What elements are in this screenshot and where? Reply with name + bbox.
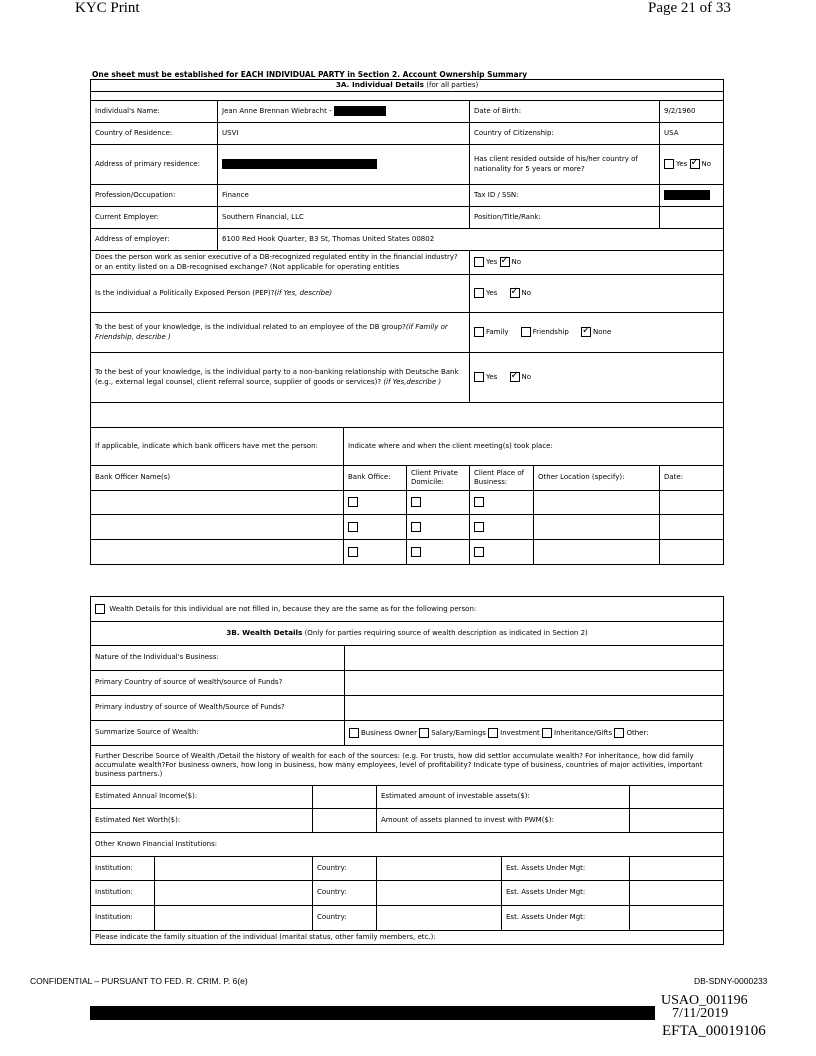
institution-row <box>91 906 724 931</box>
pwm-value[interactable] <box>630 809 724 833</box>
institution-label: Institution: <box>91 857 155 881</box>
profession-value: Finance <box>218 185 470 207</box>
confidential-notice: CONFIDENTIAL – PURSUANT TO FED. R. CRIM. P. 6(e) <box>30 976 248 986</box>
nonbanking-choice: Yes ✓ No <box>470 353 724 403</box>
officer-name-cell[interactable] <box>91 540 344 565</box>
col-bank-office: Bank Office: <box>344 466 407 491</box>
country-label: Country: <box>313 857 377 881</box>
net-worth-value[interactable] <box>313 809 377 833</box>
checkbox-inheritance[interactable] <box>542 728 552 738</box>
country-label: Country: <box>313 881 377 906</box>
investable-label: Estimated amount of investable assets($): <box>377 786 630 809</box>
section-3a-title: 3A. Individual Details (for all parties) <box>91 80 724 92</box>
citizenship-label: Country of Citizenship: <box>470 123 660 145</box>
bates-number: DB-SDNY-0000233 <box>694 976 768 986</box>
primary-industry-label: Primary industry of source of Wealth/Source of Funds? <box>91 696 345 721</box>
senior-exec-question: Does the person work as senior executive of a DB-recognized regulated entity in the financial industry? or an entity listed on a DB-recognised exchange? (Not applicable for operating entities <box>91 251 470 275</box>
officer-row <box>91 515 724 540</box>
checkbox-private-domicile[interactable] <box>411 497 421 507</box>
taxid-value <box>660 185 724 207</box>
summarize-label: Summarize Source of Wealth: <box>91 721 345 746</box>
checkbox-place-business[interactable] <box>474 547 484 557</box>
investable-value[interactable] <box>630 786 724 809</box>
address-label: Address of primary residence: <box>91 145 218 185</box>
institution-label: Institution: <box>91 906 155 931</box>
officer-row <box>91 540 724 565</box>
institution-label: Institution: <box>91 881 155 906</box>
checkbox-no-checked[interactable] <box>500 257 510 267</box>
position-label: Position/Title/Rank: <box>470 207 660 229</box>
primary-country-value[interactable] <box>345 671 724 696</box>
date-stamp: 7/11/2019 <box>672 1006 729 1021</box>
wealth-details-table <box>90 596 724 945</box>
pep-choice: Yes ✓ No <box>470 275 724 313</box>
citizenship-value: USA <box>660 123 724 145</box>
app-title: KYC Print <box>75 0 140 16</box>
checkbox-bank-office[interactable] <box>348 497 358 507</box>
country-value[interactable] <box>377 857 502 881</box>
pep-question: Is the individual a Politically Exposed Person (PEP)?(if Yes, describe) <box>91 275 470 313</box>
resided-outside-choice: Yes ✓ No <box>660 145 724 185</box>
pwm-label: Amount of assets planned to invest with PWM($): <box>377 809 630 833</box>
checkbox-salary[interactable] <box>419 728 429 738</box>
senior-exec-choice: Yes ✓ No <box>470 251 724 275</box>
checkbox-place-business[interactable] <box>474 497 484 507</box>
country-value[interactable] <box>377 881 502 906</box>
annual-income-label: Estimated Annual Income($): <box>91 786 313 809</box>
dob-value: 9/2/1960 <box>660 101 724 123</box>
institution-value[interactable] <box>155 906 313 931</box>
checkbox-family[interactable] <box>474 327 484 337</box>
residence-label: Country of Residence: <box>91 123 218 145</box>
officer-name-cell[interactable] <box>91 491 344 515</box>
net-worth-label: Estimated Net Worth($): <box>91 809 313 833</box>
section-3b-title: 3B. Wealth Details (Only for parties requiring source of wealth description as indicated in Section 2) <box>91 622 724 646</box>
checkbox-yes[interactable] <box>474 288 484 298</box>
family-situation-label: Please indicate the family situation of the individual (marital status, other family members, etc.): <box>91 931 724 945</box>
employer-label: Current Employer: <box>91 207 218 229</box>
checkbox-none-checked[interactable] <box>581 327 591 337</box>
other-location-cell[interactable] <box>534 540 660 565</box>
checkbox-yes[interactable] <box>474 257 484 267</box>
efta-stamp: EFTA_00019106 <box>662 1023 766 1039</box>
officer-row <box>91 491 724 515</box>
checkbox-bank-office[interactable] <box>348 547 358 557</box>
position-value <box>660 207 724 229</box>
assets-mgt-label: Est. Assets Under Mgt: <box>502 857 630 881</box>
address-value <box>218 145 470 185</box>
employer-address-label: Address of employer: <box>91 229 218 251</box>
checkbox-investment[interactable] <box>488 728 498 738</box>
dob-label: Date of Birth: <box>470 101 660 123</box>
checkbox-business-owner[interactable] <box>349 728 359 738</box>
assets-mgt-value[interactable] <box>630 857 724 881</box>
checkbox-private-domicile[interactable] <box>411 522 421 532</box>
summarize-choice: Business Owner Salary/Earnings Investment Inheritance/Gifts Other: <box>345 721 724 746</box>
primary-industry-value[interactable] <box>345 696 724 721</box>
col-place-business: Client Place of Business: <box>470 466 534 491</box>
checkbox-same-as[interactable] <box>95 604 105 614</box>
redaction-bar <box>222 159 377 169</box>
nature-value[interactable] <box>345 646 724 671</box>
name-value: Jean Anne Brennan Wiebracht - <box>218 101 470 123</box>
assets-mgt-label: Est. Assets Under Mgt: <box>502 906 630 931</box>
other-location-cell[interactable] <box>534 491 660 515</box>
checkbox-friendship[interactable] <box>521 327 531 337</box>
checkbox-yes[interactable] <box>474 372 484 382</box>
checkbox-place-business[interactable] <box>474 522 484 532</box>
annual-income-value[interactable] <box>313 786 377 809</box>
page-number: Page 21 of 33 <box>648 0 731 16</box>
bank-officers-label: If applicable, indicate which bank officers have met the person: <box>91 428 344 466</box>
individual-details-table <box>90 79 724 565</box>
usao-stamp: USAO_001196 <box>661 993 748 1008</box>
officer-name-cell[interactable] <box>91 515 344 540</box>
redaction-bar <box>334 106 386 116</box>
related-choice: Family Friendship ✓ None <box>470 313 724 353</box>
assets-mgt-label: Est. Assets Under Mgt: <box>502 881 630 906</box>
further-describe: Further Describe Source of Wealth /Detail the history of wealth for each of the sources: (e.g. For trusts, how did settlor accumulate wealth? For inheritance, how did family accumulate wealth?For business owners, how long in business, how many employees, level of profitability? Indicate type of business, countries of major activities, important business partners.) <box>91 746 724 786</box>
date-cell[interactable] <box>660 515 724 540</box>
col-date: Date: <box>660 466 724 491</box>
other-location-cell[interactable] <box>534 515 660 540</box>
col-private-domicile: Client Private Domicile: <box>407 466 470 491</box>
taxid-label: Tax ID / SSN: <box>470 185 660 207</box>
col-officer-name: Bank Officer Name(s) <box>91 466 344 491</box>
country-value[interactable] <box>377 906 502 931</box>
institution-value[interactable] <box>155 857 313 881</box>
checkbox-yes[interactable] <box>664 159 674 169</box>
profession-label: Profession/Occupation: <box>91 185 218 207</box>
col-other-location: Other Location (specify): <box>534 466 660 491</box>
other-fi-label: Other Known Financial Institutions: <box>91 833 724 857</box>
instruction-note: One sheet must be established for EACH INDIVIDUAL PARTY in Section 2. Account Ownership Summary <box>92 70 528 79</box>
employer-value: Southern Financial, LLC <box>218 207 470 229</box>
institution-row <box>91 857 724 881</box>
institution-value[interactable] <box>155 881 313 906</box>
date-cell[interactable] <box>660 491 724 515</box>
same-as-row: Wealth Details for this individual are not filled in, because they are the same as for the following person: <box>91 597 724 622</box>
footer-redaction-bar <box>90 1006 655 1020</box>
checkbox-no-checked[interactable] <box>510 288 520 298</box>
nonbanking-question: To the best of your knowledge, is the individual party to a non-banking relationship with Deutsche Bank (e.g., external legal counsel, client referral source, supplier of goods or services)? (if Yes,describe ) <box>91 353 470 403</box>
date-cell[interactable] <box>660 540 724 565</box>
employer-address-value: 6100 Red Hook Quarter, B3 St, Thomas United States 00802 <box>218 229 724 251</box>
redaction-bar <box>664 190 710 200</box>
residence-value: USVI <box>218 123 470 145</box>
name-label: Individual's Name: <box>91 101 218 123</box>
institution-row <box>91 881 724 906</box>
checkbox-bank-office[interactable] <box>348 522 358 532</box>
primary-country-label: Primary Country of source of wealth/source of Funds? <box>91 671 345 696</box>
nature-label: Nature of the Individual's Business: <box>91 646 345 671</box>
assets-mgt-value[interactable] <box>630 906 724 931</box>
resided-outside-label: Has client resided outside of his/her country of nationality for 5 years or more? <box>470 145 660 185</box>
checkbox-no-checked[interactable] <box>510 372 520 382</box>
checkbox-other[interactable] <box>614 728 624 738</box>
meeting-label: Indicate where and when the client meeting(s) took place: <box>344 428 724 466</box>
related-question: To the best of your knowledge, is the individual related to an employee of the DB group?(if Family or Friendship, describe ) <box>91 313 470 353</box>
checkbox-no-checked[interactable] <box>690 159 700 169</box>
country-label: Country: <box>313 906 377 931</box>
checkbox-private-domicile[interactable] <box>411 547 421 557</box>
assets-mgt-value[interactable] <box>630 881 724 906</box>
